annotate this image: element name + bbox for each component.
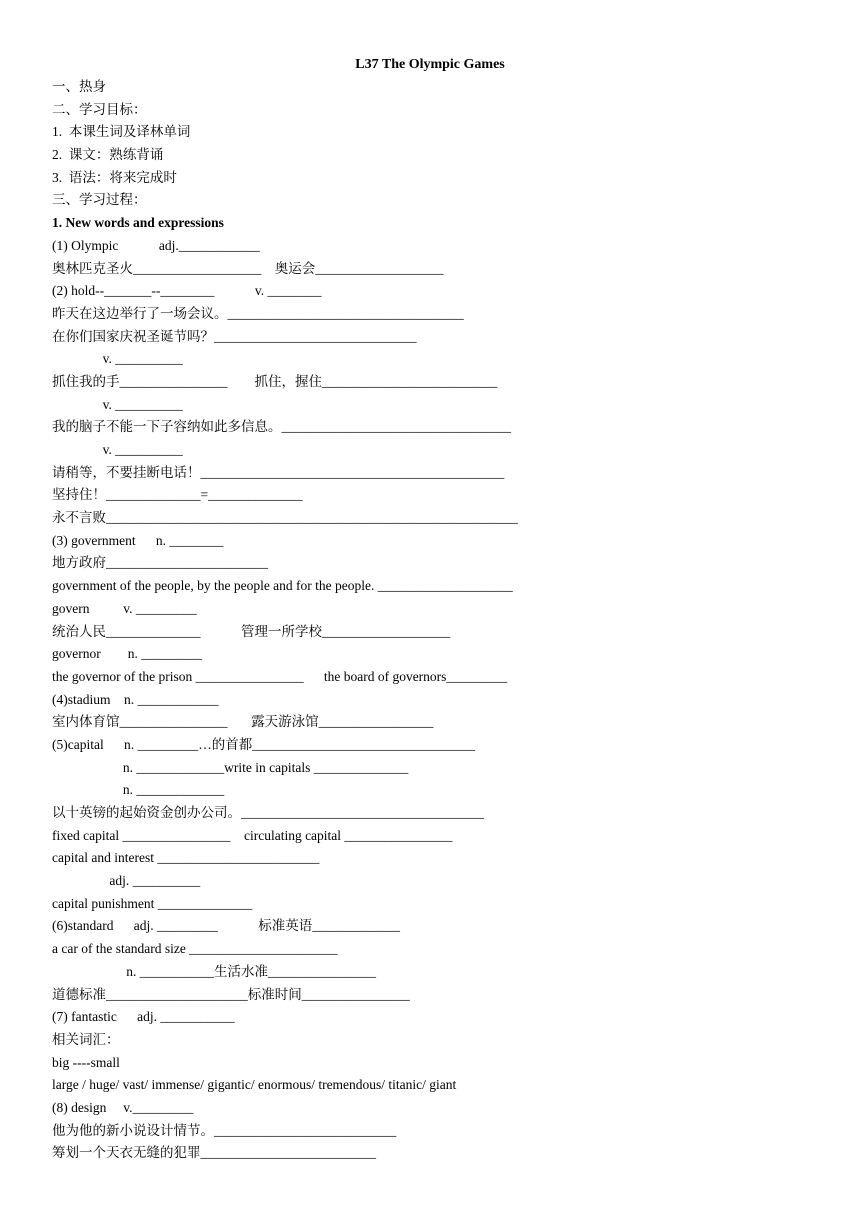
worksheet-line: govern v. _________ [52,600,197,616]
worksheet-line: 2. 课文：熟练背诵 [52,147,164,163]
worksheet-line: (6)standard adj. _________ 标准英语_____________ [52,918,400,934]
worksheet-line: 筹划一个天衣无缝的犯罪__________________________ [52,1145,376,1161]
worksheet-line: 奥林匹克圣火___________________ 奥运会___________________ [52,260,444,276]
worksheet-line: large / huge/ vast/ immense/ gigantic/ enormous/ tremendous/ titanic/ giant [52,1077,457,1093]
worksheet-line: a car of the standard size ______________________ [52,941,338,957]
worksheet-line: 昨天在这边举行了一场会议。___________________________________ [52,305,464,321]
worksheet-line: (1) Olympic adj.____________ [52,237,260,253]
worksheet-line: big ----small [52,1054,120,1070]
worksheet-line: 二、学习目标： [52,101,147,117]
page-title: L37 The Olympic Games [355,57,505,72]
worksheet-line: n. _____________ [52,782,225,798]
worksheet-line: 永不言败_____________________________________________________________ [52,510,518,526]
worksheet-line: (2) hold--_______--________ v. ________ [52,283,322,299]
worksheet-line: 以十英镑的起始资金创办公司。____________________________________ [52,805,484,820]
worksheet-line: n. ___________生活水准________________ [52,963,376,979]
worksheet-line: v. __________ [52,396,183,412]
worksheet-line: 他为他的新小说设计情节。___________________________ [52,1122,397,1138]
worksheet-line: 道德标准_____________________标准时间________________ [52,986,410,1002]
worksheet-line: 坚持住！______________=______________ [52,487,303,503]
worksheet-line: capital and interest ________________________ [52,850,320,866]
worksheet-line: 地方政府________________________ [52,555,268,571]
worksheet-line: v. __________ [52,351,183,367]
worksheet-line: capital punishment ______________ [52,895,253,911]
worksheet-line: (4)stadium n. ____________ [52,691,219,707]
worksheet-body [52,76,812,1165]
worksheet-line: v. __________ [52,442,183,457]
worksheet-line: 在你们国家庆祝圣诞节吗？______________________________ [52,328,417,344]
worksheet-line: (8) design v._________ [52,1099,194,1115]
worksheet-page [52,54,812,1165]
worksheet-line: 三、学习过程： [52,192,147,208]
worksheet-line: government of the people, by the people and for the people. ____________________ [52,578,513,594]
worksheet-line: the governor of the prison ________________ the board of governors_________ [52,668,508,684]
worksheet-line: n. _____________write in capitals ______________ [52,759,409,775]
worksheet-line: fixed capital ________________ circulating capital ________________ [52,827,453,843]
section-heading: 1. New words and expressions [52,215,224,231]
worksheet-line: 室内体育馆________________ 露天游泳馆_________________ [52,714,434,730]
worksheet-line: governor n. _________ [52,646,202,662]
worksheet-line: 请稍等，不要挂断电话！_____________________________________________ [52,464,505,480]
worksheet-line: 相关词汇： [52,1031,120,1047]
worksheet-line: adj. __________ [52,873,201,889]
worksheet-line: (3) government n. ________ [52,532,224,548]
worksheet-line: (7) fantastic adj. ___________ [52,1009,235,1025]
worksheet-line: 一、热身 [52,79,106,94]
worksheet-line: 1. 本课生词及译林单词 [52,124,191,140]
worksheet-line: (5)capital n. _________…的首都_________________________________ [52,736,475,752]
worksheet-line: 3. 语法：将来完成时 [52,169,177,185]
worksheet-line: 统治人民______________ 管理一所学校___________________ [52,623,451,639]
worksheet-line: 我的脑子不能一下子容纳如此多信息。__________________________________ [52,419,511,435]
worksheet-line: 抓住我的手________________ 抓住，握住__________________________ [52,373,498,389]
